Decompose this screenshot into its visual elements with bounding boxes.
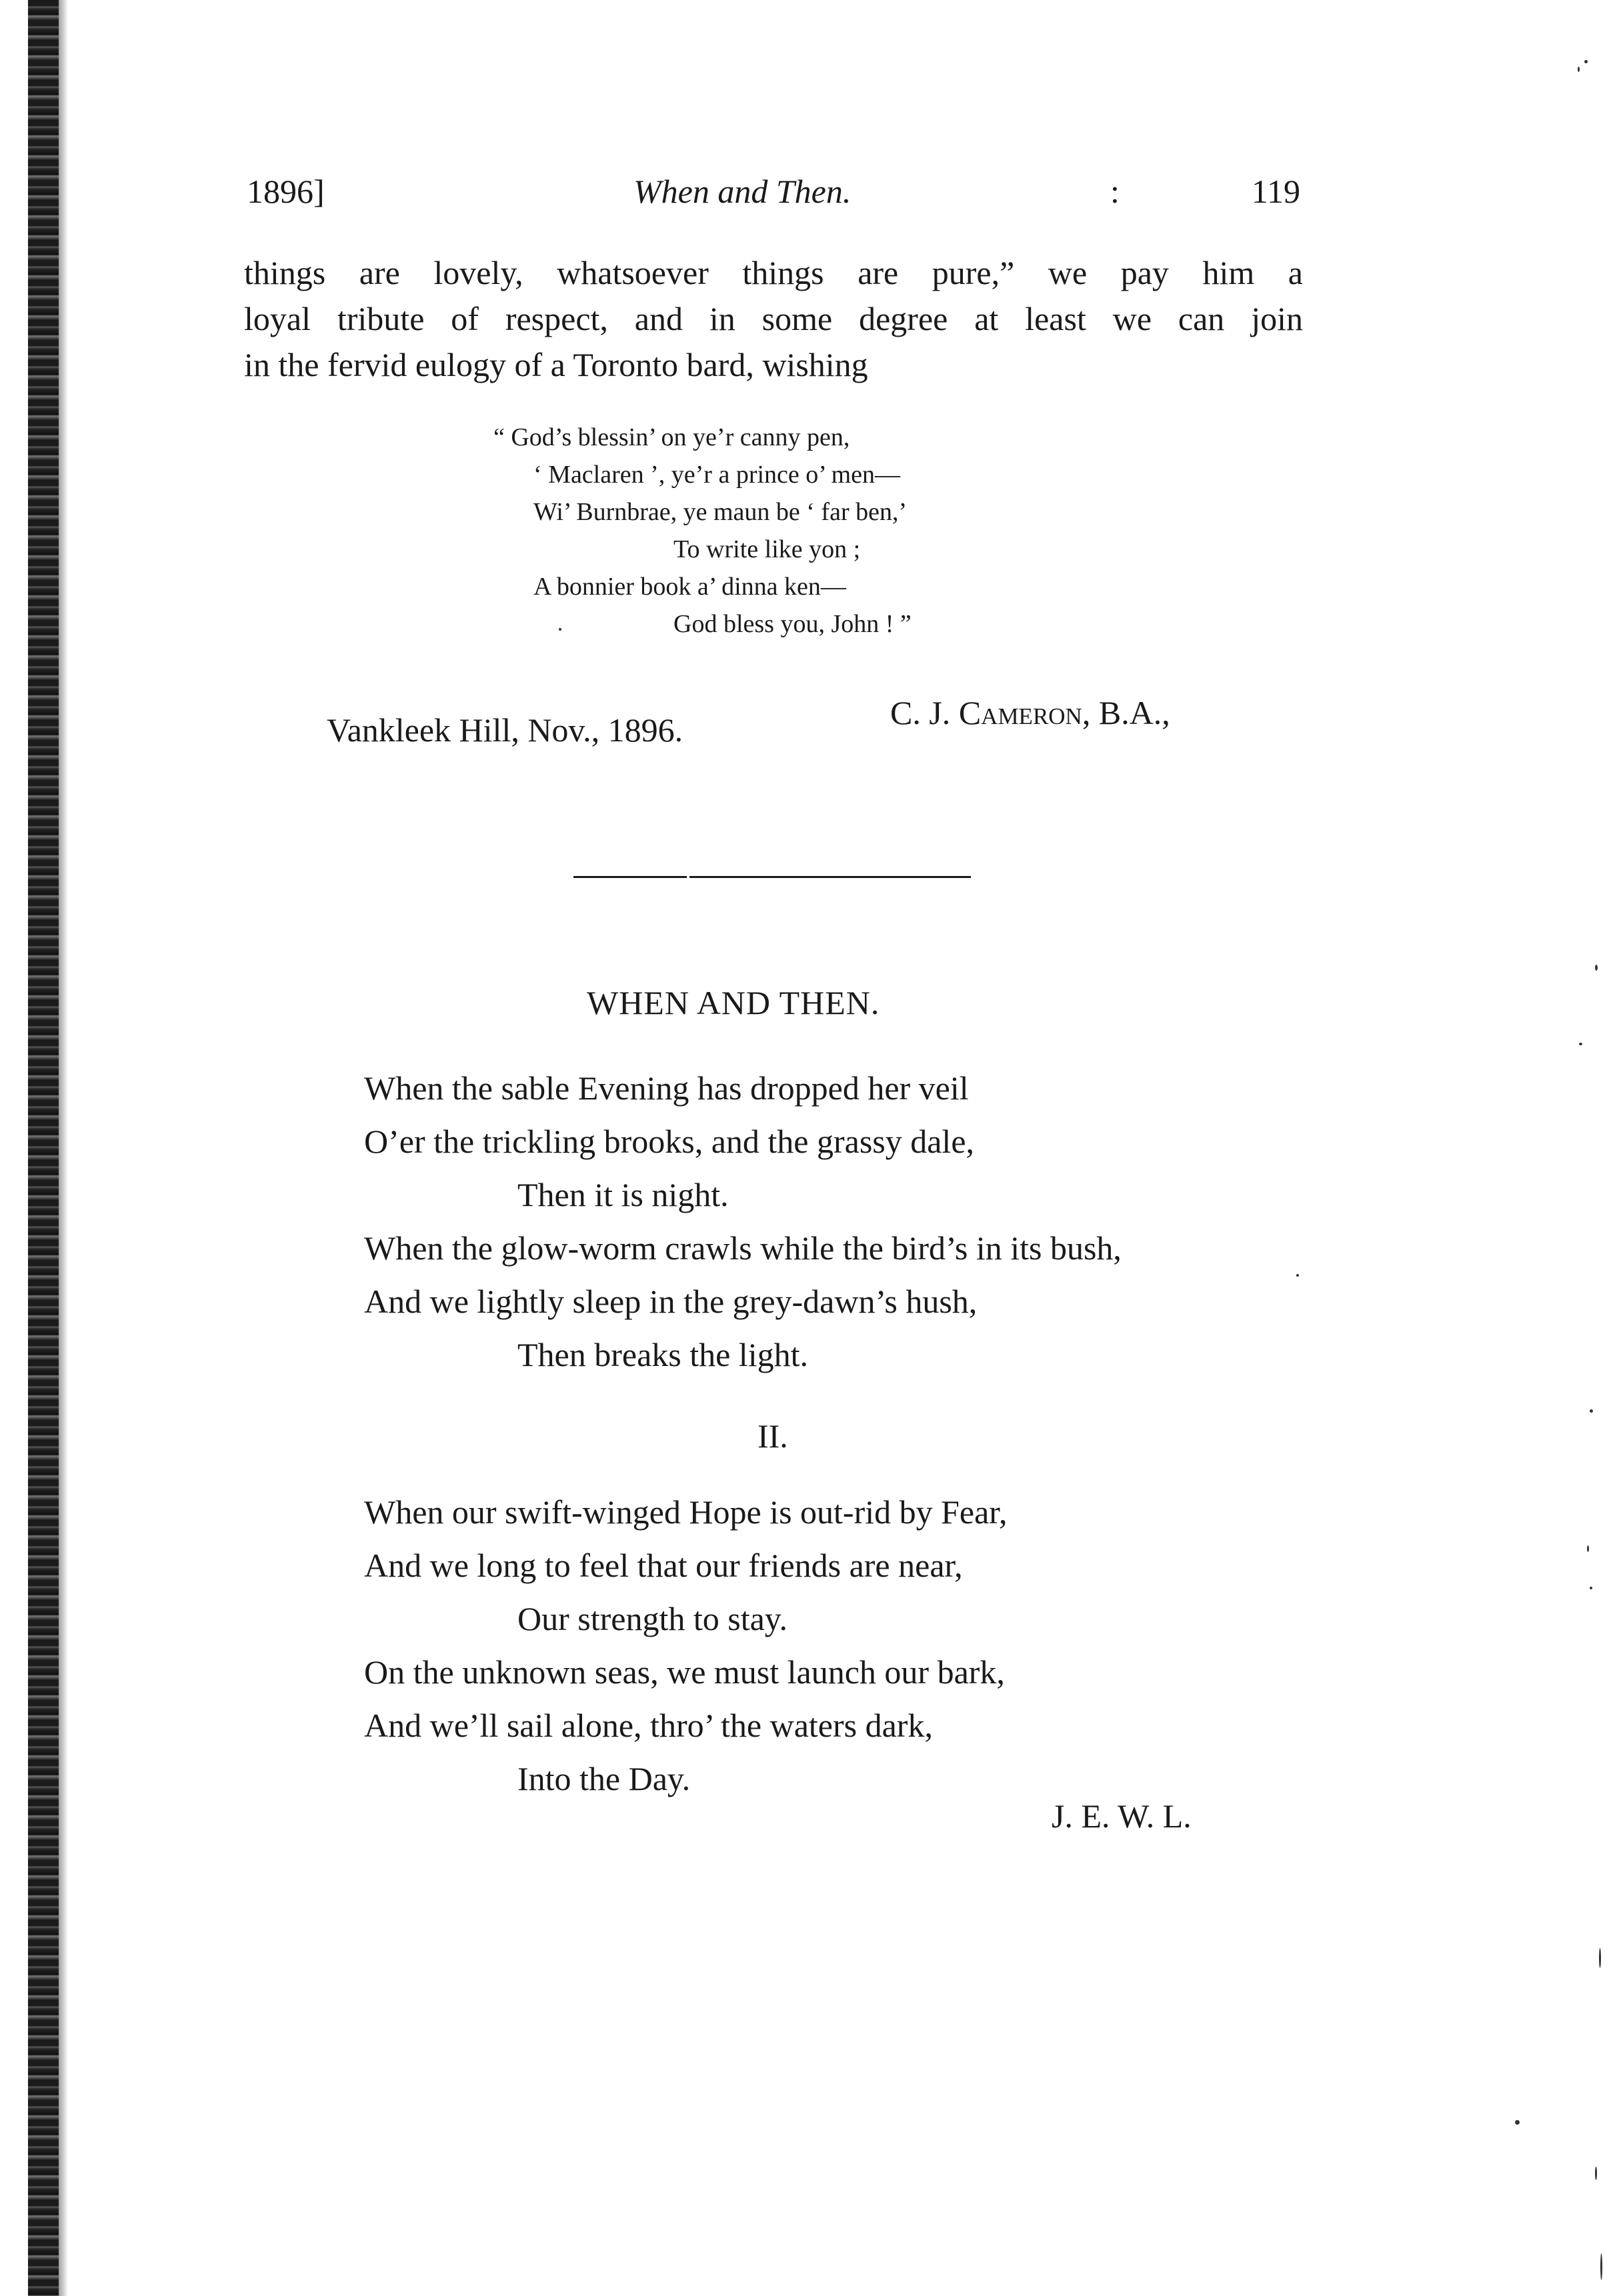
section-divider-rule [689, 876, 971, 878]
signature-surname: Cameron [958, 694, 1082, 731]
scan-binding-edge [28, 0, 59, 2296]
poem-line: Our strength to stay. [517, 1600, 788, 1637]
poem-line: When the glow-worm crawls while the bird’s in its bush, [364, 1229, 1122, 1267]
poem-line: Then breaks the light. [517, 1336, 808, 1373]
prose-line: loyal tribute of respect, and in some degree at least we can join [244, 300, 1303, 337]
scan-speck [1296, 1274, 1299, 1277]
poem-line: Then it is night. [517, 1176, 729, 1213]
page-number: 119 [1251, 173, 1300, 210]
section-divider-rule [573, 876, 687, 878]
poem-line: Into the Day. [517, 1760, 691, 1797]
poem-line: And we’ll sail alone, thro’ the waters dark, [364, 1707, 933, 1744]
poem-stanza-2 [364, 1485, 1007, 1805]
scan-speck [1587, 1545, 1589, 1552]
quoted-verse-line: “ God’s blessin’ on ye’r canny pen, [493, 423, 850, 451]
running-head-colon: : [1110, 173, 1120, 210]
scan-speck [1599, 1948, 1601, 1968]
poem-section-number: II. [757, 1417, 788, 1455]
scan-speck [1595, 2167, 1597, 2180]
quoted-verse-line: Wi’ Burnbrae, ye maun be ‘ far ben,’ [533, 498, 908, 526]
place-date [327, 700, 683, 749]
prose-line: things are lovely, whatsoever things are pure,” we pay him a [244, 254, 1303, 291]
quoted-verse [493, 419, 912, 643]
prose-paragraph [244, 250, 1303, 388]
quoted-verse-line: A bonnier book a’ dinna ken— [533, 573, 846, 601]
running-head [247, 172, 1300, 219]
poem-line: And we long to feel that our friends are near, [364, 1547, 963, 1584]
quoted-verse-line: ‘ Maclaren ’, ye’r a prince o’ men— [533, 461, 901, 489]
poem-signature: J. E. W. L. [1052, 1797, 1192, 1835]
poem-stanza-1 [364, 1061, 1122, 1381]
signature-degree: , B.A., [1082, 694, 1170, 731]
poem-line: And we lightly sleep in the grey-dawn’s hush, [364, 1283, 978, 1320]
prose-line: in the fervid eulogy of a Toronto bard, wishing [244, 346, 868, 383]
scan-binding-shadow [59, 0, 68, 2296]
scan-speck [1595, 965, 1598, 971]
scan-speck [1579, 1043, 1582, 1045]
scan-speck [1590, 1409, 1593, 1413]
signature-initials: C. J. [890, 694, 951, 731]
scan-speck [1590, 1587, 1592, 1589]
poem-line: When the sable Evening has dropped her veil [364, 1069, 969, 1107]
poem-line: On the unknown seas, we must launch our bark, [364, 1653, 1005, 1691]
scan-speck [1578, 67, 1580, 72]
letter-signature [890, 693, 1170, 732]
running-head-year: 1896] [247, 173, 325, 210]
running-head-title: When and Then. [633, 173, 852, 210]
poem-line: O’er the trickling brooks, and the grassy dale, [364, 1123, 975, 1160]
scan-speck [1584, 60, 1588, 63]
quoted-verse-line: To write like yon ; [673, 535, 861, 563]
scan-speck [1515, 2120, 1520, 2125]
place-date-text: Vankleek Hill, Nov., 1896. [327, 711, 683, 749]
poem-line: When our swift-winged Hope is out-rid by Fear, [364, 1493, 1008, 1531]
poem-title: WHEN AND THEN. [587, 984, 880, 1021]
quoted-verse-line: God bless you, John ! ” [673, 610, 912, 638]
scan-speck [1600, 2253, 1602, 2280]
